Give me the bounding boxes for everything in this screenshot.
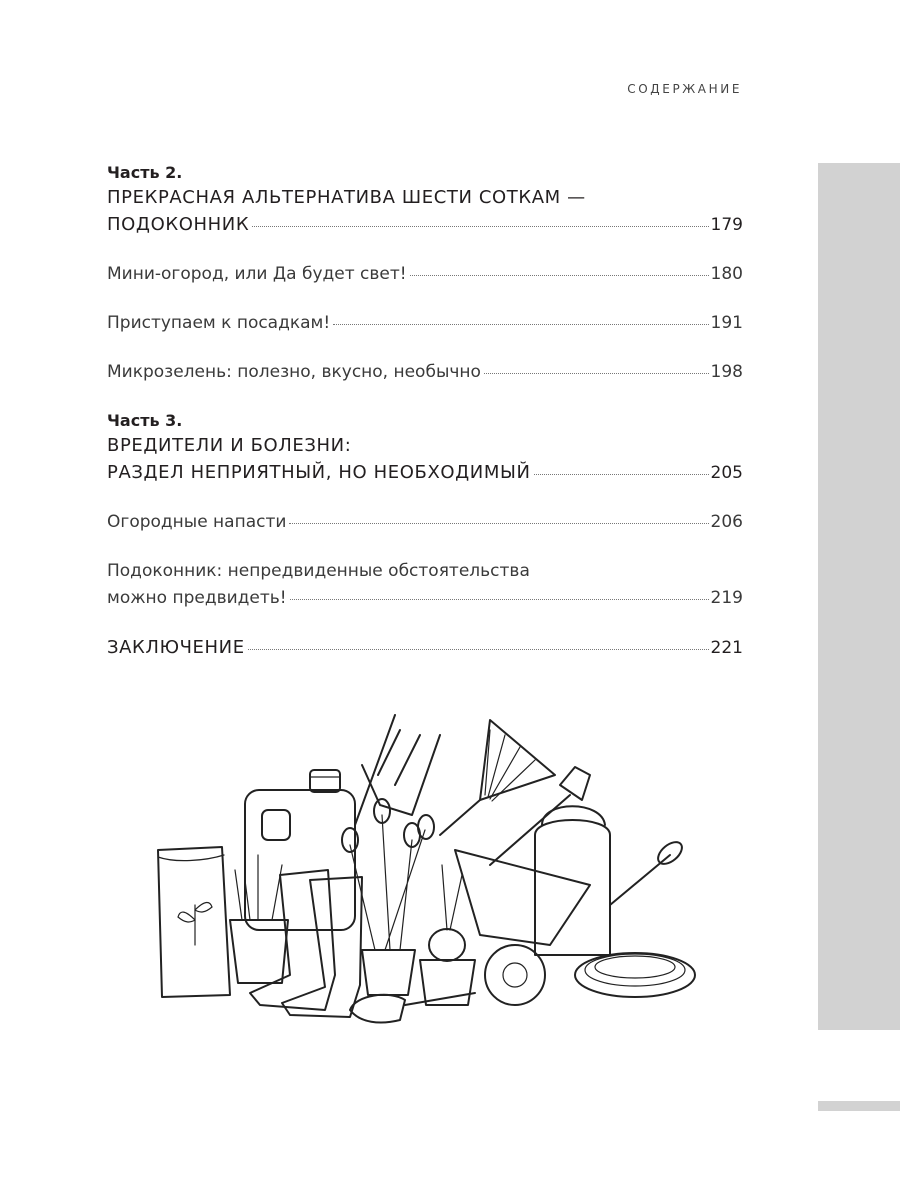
- entry-title: Огородные напасти: [107, 512, 287, 532]
- dot-leader: [289, 523, 708, 524]
- shovel-icon: [490, 767, 590, 865]
- toc-entry-part-2[interactable]: [107, 211, 743, 239]
- garden-tools-illustration: [150, 705, 710, 1025]
- garden-hose-icon: [575, 953, 695, 997]
- toc-entry[interactable]: [107, 509, 743, 536]
- part-3-title-line1: ВРЕДИТЕЛИ И БОЛЕЗНИ:: [107, 435, 352, 456]
- page-number: 205: [710, 463, 743, 483]
- rubber-boots-icon: [250, 870, 362, 1017]
- dot-leader: [534, 474, 709, 475]
- toc-entry[interactable]: [107, 261, 743, 288]
- page-number: 198: [710, 362, 743, 382]
- page-number: 179: [710, 215, 743, 235]
- dot-leader: [252, 226, 708, 227]
- side-thumb-tab: [818, 163, 900, 1030]
- toc-entry[interactable]: [107, 558, 743, 612]
- dot-leader: [248, 649, 709, 650]
- entry-title: Микрозелень: полезно, вкусно, необычно: [107, 362, 481, 382]
- page-number: 206: [710, 512, 743, 532]
- entry-title: Мини-огород, или Да будет свет!: [107, 264, 407, 284]
- pitchfork-icon: [355, 715, 440, 825]
- part-2-label: Часть 2.: [107, 163, 183, 182]
- canister-icon: [245, 770, 355, 930]
- page-number: 219: [710, 588, 743, 608]
- part-2-title-line1: ПРЕКРАСНАЯ АЛЬТЕРНАТИВА ШЕСТИ СОТКАМ —: [107, 187, 586, 208]
- seed-bag-icon: [158, 847, 230, 997]
- part-3-title-line2: РАЗДЕЛ НЕПРИЯТНЫЙ, НО НЕОБХОДИМЫЙ: [107, 462, 531, 483]
- wheelbarrow-icon: [455, 850, 590, 1005]
- dot-leader: [410, 275, 709, 276]
- dot-leader: [333, 324, 708, 325]
- toc-entry-conclusion[interactable]: [107, 634, 743, 662]
- toc-entry[interactable]: [107, 359, 743, 386]
- toc-entry-part-3[interactable]: [107, 459, 743, 487]
- page-number: 180: [710, 264, 743, 284]
- rake-icon: [440, 720, 555, 835]
- dot-leader: [484, 373, 709, 374]
- part-2-block: [107, 162, 743, 239]
- bulb-pot-icon: [420, 865, 475, 1005]
- table-of-contents: [107, 162, 743, 662]
- toc-entry[interactable]: [107, 310, 743, 337]
- side-thumb-mark: [818, 1101, 900, 1111]
- conclusion-title: ЗАКЛЮЧЕНИЕ: [107, 637, 245, 658]
- running-head: СОДЕРЖАНИЕ: [627, 82, 742, 96]
- entry-title-line1: Подоконник: непредвиденные обстоятельства: [107, 561, 530, 581]
- flower-pot-icon: [230, 855, 288, 983]
- part-2-title-line2: ПОДОКОННИК: [107, 214, 250, 235]
- entry-title: Приступаем к посадкам!: [107, 313, 331, 333]
- trowel-icon: [350, 993, 475, 1023]
- entry-title-line2: можно предвидеть!: [107, 588, 287, 608]
- dot-leader: [290, 599, 709, 600]
- page-number: 221: [710, 638, 743, 658]
- part-3-label: Часть 3.: [107, 411, 183, 430]
- page-number: 191: [710, 313, 743, 333]
- part-3-block: [107, 410, 743, 487]
